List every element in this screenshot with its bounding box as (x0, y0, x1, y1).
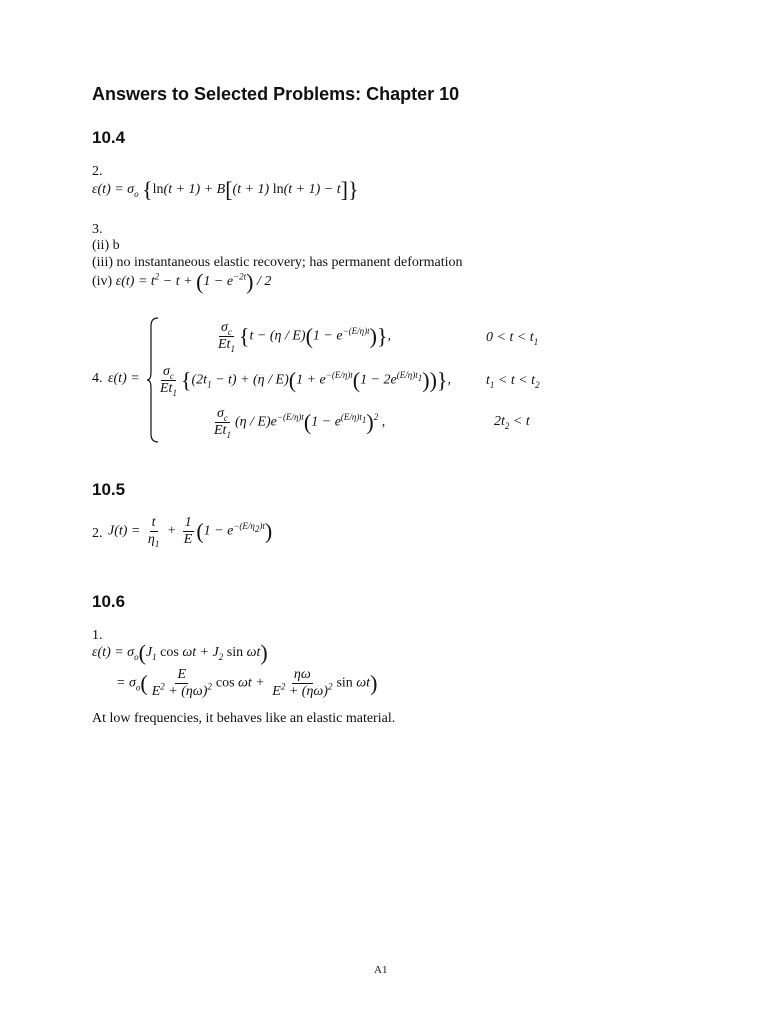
page-title: Answers to Selected Problems: Chapter 10 (92, 84, 460, 104)
equation-10-6-1-a: $\varepsilon(t) = \sigma_o(J_1$ $\cos \omega t + J_2$ sin ωt) (92, 639, 268, 665)
equation-10-4-2: $\varepsilon(t) = \sigma_o$ {ln(t + 1) + B[(t + 1) ln(t + 1) − t]} (92, 176, 359, 202)
condition-case-1: $0 < t < t_1$ (486, 330, 539, 347)
equation-case-2: $\frac{\sigma_c}{Et_1}$ $\{(2t_1 - t) + (\eta / E)(1 + e^{-(E/\eta)t}(1 - 2e^{(E/\eta)t_1}))\}$, (160, 364, 451, 398)
equation-case-1: $\frac{\sigma_c}{Et_1}$ $\{t - (\eta / E)(1 - e^{-(E/\eta)t})\}$, (218, 320, 391, 354)
equation-10-5-2: J(t) = $\frac{t}{\eta_1}$ + $\frac{1}{E}$ $(1 - e^{-(E/\eta_2)t})$ (108, 515, 273, 549)
problem-number: 3. (92, 222, 103, 237)
equation-10-6-1-b: = $\sigma_o$( $\frac{E}{E^2 + (\eta\omega)^2}$ cos ωt + $\frac{\eta\omega}{E^2 + (\eta\omega)^2}$ sin ωt) (116, 667, 378, 699)
problem-number: 1. (92, 628, 103, 643)
section-heading-10-6: 10.6 (92, 592, 126, 611)
problem-number: 4. (92, 371, 103, 386)
equation-case-3: $\frac{\sigma_c}{Et_1}$ $(\eta / E)e^{-(E/\eta)t}(1 - e^{(E/\eta)t_1})^2$ , (214, 406, 386, 440)
problem-number: 2. (92, 164, 103, 179)
equation-10-4-4-lhs: ε(t) = (108, 371, 140, 386)
answer-3-iv (92, 268, 272, 294)
answer-3-ii: (ii) b (92, 238, 120, 253)
answer-3-iii: (iii) no instantaneous elastic recovery; has permanent deformation (92, 255, 463, 270)
condition-case-3: $2t_2 < t$ (494, 414, 530, 431)
section-heading-10-5: 10.5 (92, 480, 126, 499)
section-heading-10-4: 10.4 (92, 128, 126, 147)
condition-case-2: $t_1 < t < t_2$ (486, 373, 540, 390)
conclusion-text: At low frequencies, it behaves like an elastic material. (92, 711, 396, 726)
problem-number: 2. (92, 526, 103, 541)
equation-10-4-3-iv: $\varepsilon(t) = t^2 - t + (1 - e^{-2t}) / 2$ (115, 268, 272, 294)
page-number: A1 (374, 964, 388, 976)
answer-3-iv-label: (iv) (92, 274, 113, 289)
